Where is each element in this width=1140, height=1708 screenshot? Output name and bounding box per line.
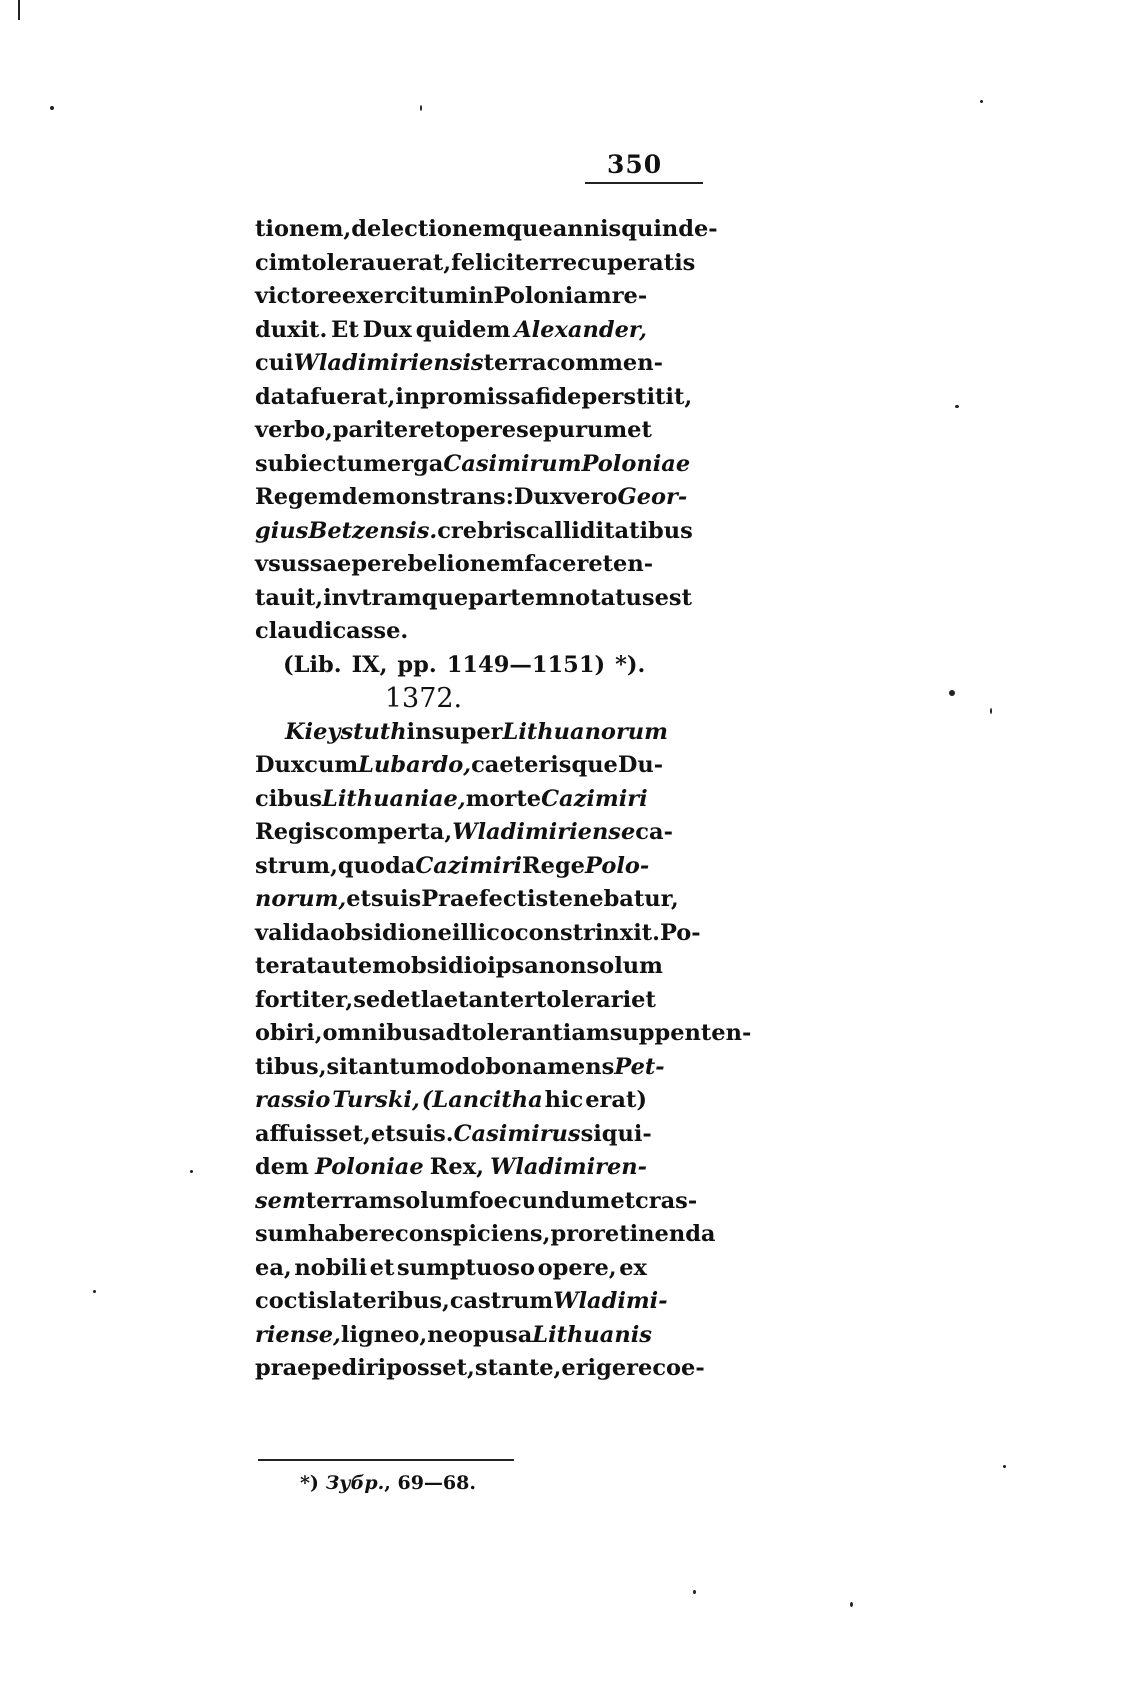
word: riense, <box>255 1321 341 1348</box>
word: rassio <box>255 1087 331 1113</box>
word: tolerantiam <box>461 1020 610 1046</box>
word: Wladimiren- <box>490 1154 647 1180</box>
word: (Lancitha <box>421 1087 543 1113</box>
word: Du- <box>617 752 664 778</box>
word: ten- <box>602 551 654 577</box>
citation-part: 1149—1151) <box>446 651 606 678</box>
word: data <box>255 383 311 410</box>
word: ad <box>431 1020 462 1046</box>
word: valida <box>255 919 331 946</box>
word: et <box>420 417 445 443</box>
word: Lubardo, <box>358 752 472 778</box>
word: constrinxit. <box>514 919 660 946</box>
text-line <box>255 515 693 549</box>
word: stante, <box>474 1355 562 1381</box>
word: Wladimiriensis <box>293 350 484 376</box>
ink-speck <box>850 1602 853 1607</box>
word: recuperatis <box>551 249 696 276</box>
body-text <box>255 213 752 1386</box>
word: duxit. <box>255 316 328 343</box>
year-heading: 1372. <box>384 683 463 714</box>
text-line <box>255 883 679 917</box>
word: Lithuanorum <box>502 718 668 745</box>
word: feliciter <box>451 249 551 276</box>
word: sem <box>255 1187 306 1214</box>
word: habere <box>307 1221 395 1247</box>
text-line <box>255 582 692 616</box>
ink-speck <box>18 0 20 20</box>
word: Dux <box>513 484 564 510</box>
text-line <box>255 314 647 348</box>
word: pariter <box>332 417 421 443</box>
text-line <box>255 280 647 314</box>
text-line <box>255 1252 647 1286</box>
word: cum <box>304 752 359 778</box>
word: cui <box>255 350 294 376</box>
word: cim <box>255 249 302 276</box>
word: verbo, <box>255 417 333 443</box>
word: si <box>326 1053 348 1080</box>
word: fuerat, <box>310 383 396 410</box>
text-line <box>255 1319 652 1353</box>
word: norum, <box>255 886 347 912</box>
word: exercitum <box>341 283 469 309</box>
citation-part: (Lib. <box>283 651 342 678</box>
word: Kieystuth <box>285 718 407 745</box>
word: calliditatibus <box>525 517 693 544</box>
word: Cazimiri <box>541 785 648 812</box>
word: et <box>369 1254 395 1281</box>
text-line <box>255 615 647 649</box>
word: Lithuaniae, <box>322 785 466 812</box>
word: in <box>468 283 494 309</box>
text-line <box>255 917 701 951</box>
word: in <box>395 383 421 410</box>
text-line <box>255 213 718 247</box>
text-line <box>255 1051 665 1085</box>
word: siqui- <box>580 1120 652 1147</box>
citation-part: IX, <box>351 651 388 678</box>
text-line <box>255 448 691 482</box>
word: Casimirus <box>453 1120 581 1147</box>
word: mens <box>547 1053 615 1080</box>
word: terram <box>305 1187 393 1214</box>
text-line <box>255 1185 698 1219</box>
word: re- <box>611 283 648 309</box>
word: Polo- <box>585 852 650 879</box>
word: notatus <box>558 584 655 611</box>
word: omnibus <box>322 1020 432 1046</box>
word: solum <box>586 953 663 979</box>
word: victore <box>255 283 342 309</box>
word: tolerauerat, <box>301 249 452 276</box>
word: Dux <box>255 752 305 778</box>
word: Geor- <box>617 484 688 510</box>
word: strum, <box>255 852 338 879</box>
word: foecundum <box>469 1187 611 1214</box>
word: praepediri <box>255 1355 387 1381</box>
text-line <box>255 1017 752 1051</box>
word: et <box>370 1120 396 1147</box>
word: cras- <box>635 1187 698 1214</box>
word: erat) <box>585 1087 647 1113</box>
word: morte <box>465 785 542 812</box>
word: Casimirum <box>443 450 582 477</box>
word: solum <box>392 1187 469 1214</box>
word: Poloniae <box>314 1154 424 1180</box>
word: facere <box>524 551 603 577</box>
text-line <box>255 1352 705 1386</box>
text-line <box>255 783 647 817</box>
word: fide <box>535 383 582 410</box>
footnote-source: Зубр. <box>325 1472 385 1494</box>
word: tantumodo <box>347 1053 486 1080</box>
word: crebris <box>437 517 526 544</box>
word: suis <box>370 886 422 912</box>
text-line <box>255 1218 716 1252</box>
word: comperta, <box>324 819 453 845</box>
ink-speck <box>949 690 955 696</box>
word: fortiter, <box>255 986 354 1013</box>
footnote-pages: , 69—68. <box>384 1472 476 1494</box>
footnote <box>300 1472 476 1494</box>
word: coctis <box>255 1288 330 1314</box>
ink-speck <box>420 105 422 111</box>
word: non <box>538 953 587 979</box>
word: se <box>516 417 544 443</box>
word: autem <box>316 953 396 979</box>
page-number: 350 <box>607 150 663 179</box>
word: partem <box>468 584 559 611</box>
word: Poloniae <box>581 450 691 477</box>
word: Wladimi- <box>553 1288 668 1314</box>
word: demonstrans: <box>341 484 514 510</box>
word: obiri, <box>255 1020 323 1046</box>
word: saepe <box>309 551 382 577</box>
word: affuisset, <box>255 1120 371 1147</box>
text-line <box>255 716 668 750</box>
word: annis <box>552 216 622 242</box>
word: et <box>631 986 656 1013</box>
word: delectionemque <box>351 216 553 242</box>
word: ex <box>619 1254 647 1281</box>
word: Lithuanis <box>532 1321 652 1348</box>
ink-speck <box>50 106 54 110</box>
word: terat <box>255 953 317 979</box>
text-line <box>255 1151 647 1185</box>
word: Regem <box>255 484 342 510</box>
word: Et <box>331 316 359 343</box>
text-line <box>255 481 688 515</box>
word: purum <box>543 417 628 443</box>
text-line <box>255 816 673 850</box>
word: opere, <box>537 1254 617 1281</box>
word: erigere <box>561 1355 653 1381</box>
citation-line <box>255 649 647 683</box>
word: promissa <box>420 383 536 410</box>
word: hic <box>544 1087 584 1113</box>
text-line <box>255 347 663 381</box>
word: opere <box>444 417 517 443</box>
word: vsus <box>255 551 310 577</box>
word: Pet- <box>614 1053 665 1080</box>
word: commen- <box>546 350 663 376</box>
ink-speck <box>980 100 983 103</box>
text-line <box>255 984 656 1018</box>
text-line <box>255 950 663 984</box>
word: Poloniam <box>493 283 612 309</box>
word: Rege <box>521 852 585 879</box>
word: castrum <box>449 1288 554 1314</box>
ink-speck <box>990 708 992 714</box>
word: opus <box>457 1321 518 1348</box>
word: lateribus, <box>329 1288 450 1314</box>
word: subiectum <box>255 450 387 477</box>
ink-speck <box>955 405 959 408</box>
citation-part: *). <box>615 651 646 678</box>
word: quidem <box>415 316 511 343</box>
word: conspiciens, <box>395 1221 551 1247</box>
word: coe- <box>652 1355 705 1381</box>
word: suppenten- <box>609 1020 752 1046</box>
ink-speck <box>190 1170 193 1173</box>
word: suis. <box>395 1120 454 1147</box>
word: a <box>517 1321 533 1348</box>
word: tauit, <box>255 584 324 611</box>
word: Praefectis <box>421 886 549 912</box>
word: rebelionem <box>381 551 525 577</box>
word: Regis <box>255 819 325 845</box>
word: vero <box>563 484 618 510</box>
word: et <box>346 886 371 912</box>
word: cibus <box>255 785 323 812</box>
word: sumptuoso <box>396 1254 535 1281</box>
word: Dux <box>362 316 412 343</box>
text-line <box>255 1084 647 1118</box>
word: Turski, <box>332 1087 420 1113</box>
word: quod <box>337 852 401 879</box>
footnote-mark: *) <box>300 1472 319 1494</box>
word: a <box>400 852 416 879</box>
word: bona <box>485 1053 548 1080</box>
word: vtramque <box>348 584 469 611</box>
citation-part: pp. <box>397 651 437 678</box>
word: ne <box>427 1321 458 1348</box>
word: quinde- <box>621 216 718 242</box>
word: Alexander, <box>514 316 647 343</box>
word: tionem, <box>255 216 352 242</box>
word: posset, <box>386 1355 475 1381</box>
word: est <box>654 584 692 611</box>
word: Wladimiriense <box>452 819 636 845</box>
word: ipsa <box>487 953 539 979</box>
word: obsidio <box>396 953 488 979</box>
text-line <box>255 749 664 783</box>
text-line <box>255 247 696 281</box>
text-line <box>255 1285 668 1319</box>
word: ligneo, <box>340 1321 428 1348</box>
word: sed <box>353 986 396 1013</box>
word: tibus, <box>255 1053 327 1080</box>
word: ea, <box>255 1254 292 1281</box>
word: nobili <box>294 1254 368 1281</box>
word: perstitit, <box>581 383 693 410</box>
footnote-rule <box>258 1459 514 1461</box>
word: ca- <box>635 819 673 845</box>
word: Cazimiri <box>415 852 522 879</box>
text-line <box>255 1118 652 1152</box>
word: Betzensis. <box>308 517 438 544</box>
word: erga <box>386 450 444 477</box>
ink-speck <box>93 1290 96 1293</box>
word: gius <box>255 517 309 544</box>
word: obsidione <box>330 919 452 946</box>
word: terra <box>483 350 547 376</box>
ink-speck <box>693 1590 696 1594</box>
word: sum <box>255 1221 308 1247</box>
text-line <box>255 414 652 448</box>
ink-speck <box>1003 1465 1006 1468</box>
word: tolerari <box>536 986 632 1013</box>
page-number-rule <box>585 182 703 184</box>
word: pro <box>550 1221 594 1247</box>
word: laetanter <box>420 986 537 1013</box>
word: Rex, <box>429 1154 484 1180</box>
word: in <box>323 584 349 611</box>
word: Po- <box>659 919 701 946</box>
word: insuper <box>406 718 503 745</box>
word: dem <box>255 1154 309 1180</box>
word: et <box>627 417 652 443</box>
word: tenebatur, <box>548 886 679 912</box>
word: caeterisque <box>471 752 618 778</box>
word: retinenda <box>593 1221 716 1247</box>
word: illico <box>451 919 515 946</box>
text-line <box>255 548 654 582</box>
word: et <box>610 1187 636 1214</box>
word: claudicasse. <box>255 618 409 644</box>
word: et <box>395 986 421 1013</box>
text-line <box>255 850 650 884</box>
text-line <box>255 381 693 415</box>
